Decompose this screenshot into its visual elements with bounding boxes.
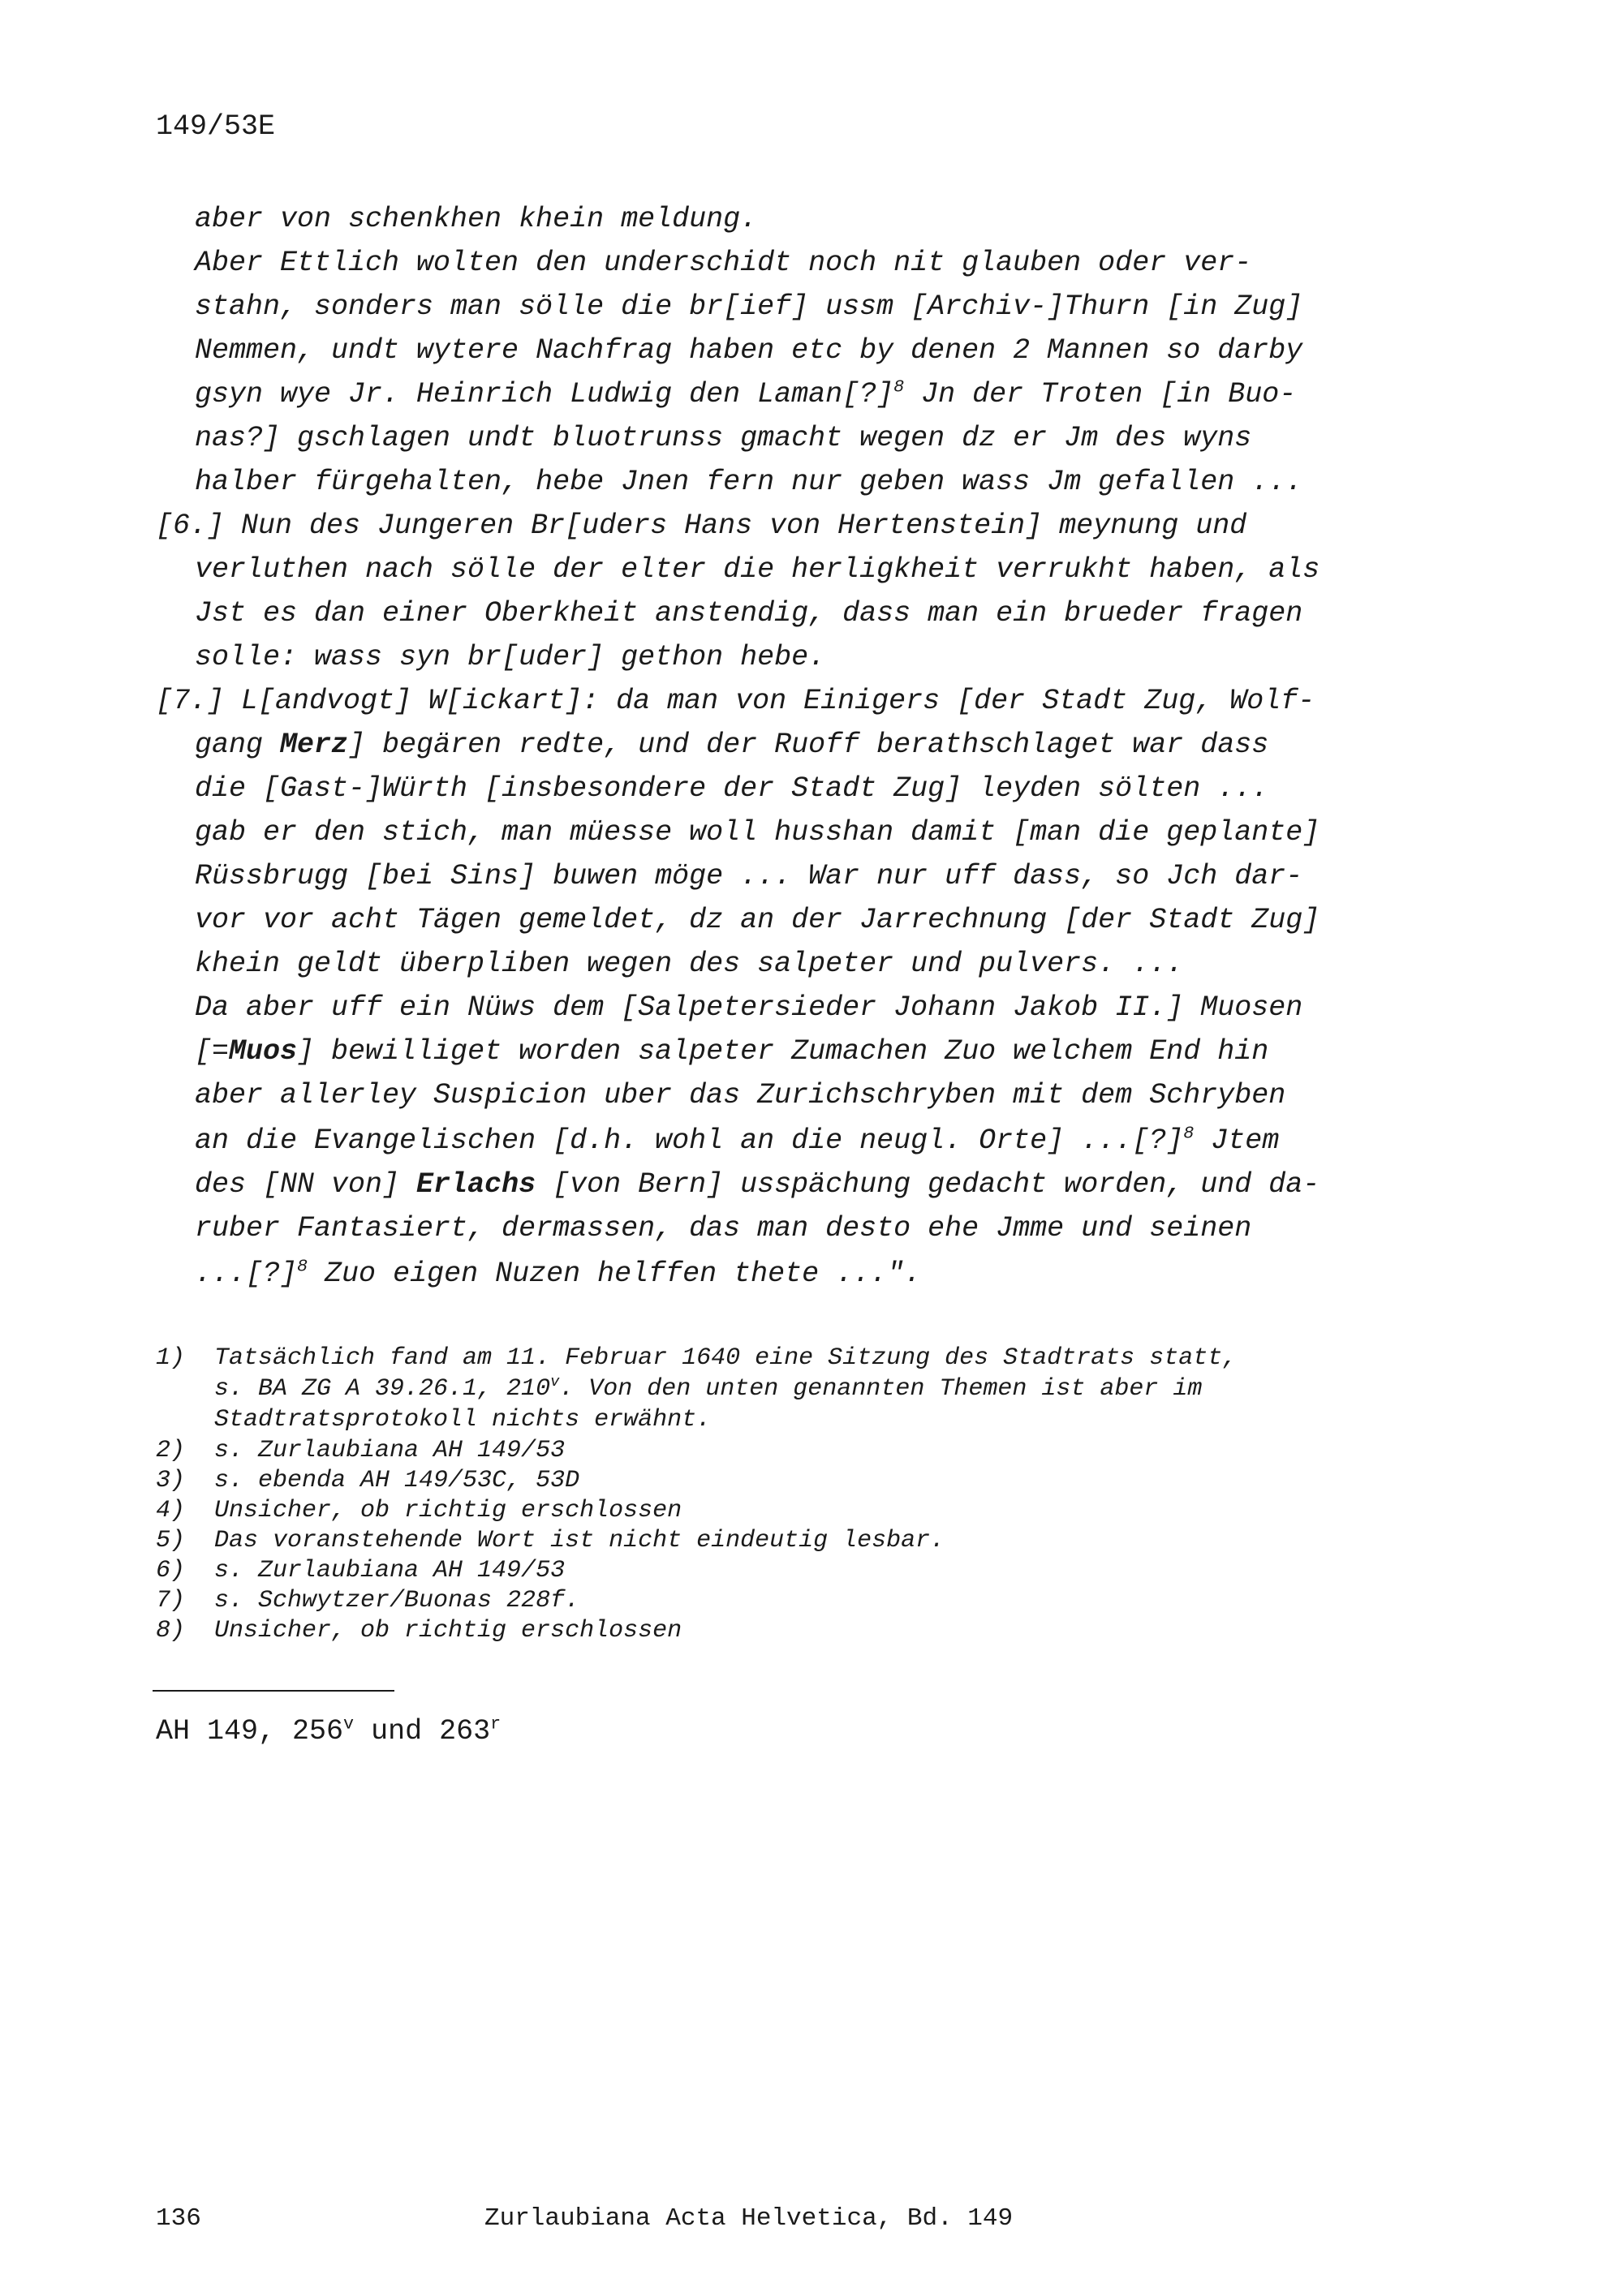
body-line: Rüssbrugg [bei Sins] buwen möge ... War nur uff dass, so Jch dar-	[195, 860, 1303, 892]
footnote-number: 5)	[156, 1527, 186, 1554]
body-line: die [Gast-]Würth [insbesondere der Stadt Zug] leyden sölten ...	[195, 772, 1269, 805]
page-number: 136	[156, 2204, 201, 2233]
body-line: Aber Ettlich wolten den underschidt noch nit glauben oder ver-	[195, 247, 1252, 279]
footnote-ref: 8	[1183, 1123, 1195, 1144]
body-text-segment: [von Bern] usspächung gedacht worden, und da-	[536, 1168, 1320, 1201]
footnote-text: s. Zurlaubiana AH 149/53	[214, 1557, 566, 1584]
running-footer-title: Zurlaubiana Acta Helvetica, Bd. 149	[484, 2204, 1014, 2233]
footnote-number: 8)	[156, 1617, 186, 1645]
body-line: vor vor acht Tägen gemeldet, dz an der Jarrechnung [der Stadt Zug]	[195, 904, 1320, 936]
footnote-text: s. ebenda AH 149/53C, 53D	[214, 1467, 580, 1494]
body-line: nas?] gschlagen undt bluotrunss gmacht wegen dz er Jm des wyns	[195, 422, 1252, 454]
page-id: 149/53E	[156, 110, 276, 143]
body-line	[195, 727, 1268, 763]
folio-sup: v	[550, 1374, 560, 1391]
folio-sup: r	[490, 1713, 502, 1735]
body-line: [7.] L[andvogt] W[ickart]: da man von Einigers [der Stadt Zug, Wolf-	[156, 685, 1315, 717]
bold-name: Merz	[280, 729, 349, 761]
footnote-text: Das voranstehende Wort ist nicht eindeutig lesbar.	[214, 1527, 945, 1554]
footnote-continuation	[214, 1374, 1202, 1404]
body-line: aber allerley Suspicion uber das Zurichschryben mit dem Schryben	[195, 1079, 1286, 1111]
body-line: stahn, sonders man sölle die br[ief] ussm [Archiv-]Thurn [in Zug]	[195, 290, 1303, 323]
footnote-item	[156, 1343, 1237, 1374]
footnote-text: s. Schwytzer/Buonas 228f.	[214, 1587, 580, 1615]
footnote-number: 3)	[156, 1467, 186, 1494]
body-line: [6.] Nun des Jungeren Br[uders Hans von Hertenstein] meynung und	[156, 510, 1247, 542]
footnote-number: 2)	[156, 1437, 186, 1464]
body-line: gab er den stich, man müesse woll husshan damit [man die geplante]	[195, 816, 1320, 849]
footnote-text: Tatsächlich fand am 11. Februar 1640 eine Sitzung des Stadtrats statt,	[214, 1344, 1238, 1372]
bold-name: Erlachs	[416, 1168, 536, 1201]
body-text-segment: Zuo eigen Nuzen helffen thete ...".	[308, 1258, 922, 1290]
footnote-number: 4)	[156, 1497, 186, 1524]
body-line: halber fürgehalten, hebe Jnen fern nur geben wass Jm gefallen ...	[195, 466, 1303, 498]
body-line: Jst es dan einer Oberkheit anstendig, dass man ein brueder fragen	[195, 597, 1303, 630]
source-text: und 263	[354, 1715, 491, 1748]
body-text-segment: ] begären redte, und der Ruoff berathschlaget war dass	[348, 729, 1269, 761]
footnote-number: 6)	[156, 1557, 186, 1584]
body-line	[195, 1034, 1268, 1069]
body-line: ruber Fantasiert, dermassen, das man desto ehe Jmme und seinen	[195, 1212, 1252, 1245]
body-line	[195, 1167, 1319, 1202]
body-text-segment: [=	[195, 1035, 230, 1068]
body-line	[195, 376, 1296, 412]
footnote-number: 7)	[156, 1587, 186, 1615]
footnote-continuation: Stadtratsprotokoll nichts erwähnt.	[214, 1406, 712, 1434]
footnote-text: Unsicher, ob richtig erschlossen	[214, 1617, 682, 1645]
body-text-segment: an die Evangelischen [d.h. wohl an die neugl. Orte] ...[?]	[195, 1124, 1184, 1157]
body-line	[195, 1123, 1279, 1159]
source-reference	[156, 1715, 501, 1748]
body-text-segment: ...[?]	[195, 1258, 298, 1290]
footnote-item	[156, 1465, 579, 1496]
footnote-item	[156, 1585, 579, 1616]
footnote-item	[156, 1615, 682, 1646]
body-text-segment: Jtem	[1194, 1124, 1280, 1157]
body-line: solle: wass syn br[uder] gethon hebe.	[195, 641, 826, 673]
body-line	[195, 1256, 921, 1292]
body-text-segment: des [NN von]	[195, 1168, 417, 1201]
footnote-text: . Von den unten genannten Themen ist aber im	[559, 1375, 1203, 1403]
footnote-item	[156, 1525, 945, 1556]
body-line: Da aber uff ein Nüws dem [Salpetersieder Johann Jakob II.] Muosen	[195, 991, 1303, 1024]
body-line: verluthen nach sölle der elter die herligkheit verrukht haben, als	[195, 553, 1320, 586]
source-text: AH 149, 256	[156, 1715, 344, 1748]
body-line: Nemmen, undt wytere Nachfrag haben etc by denen 2 Mannen so darby	[195, 334, 1303, 367]
body-text-segment: ] bewilliget worden salpeter Zumachen Zuo welchem End hin	[297, 1035, 1269, 1068]
separator-rule	[153, 1690, 394, 1692]
footnote-ref: 8	[893, 376, 905, 398]
footnote-text: s. Zurlaubiana AH 149/53	[214, 1437, 566, 1464]
footnote-number: 1)	[156, 1344, 186, 1372]
folio-sup: v	[343, 1713, 355, 1735]
footnote-text: Unsicher, ob richtig erschlossen	[214, 1497, 682, 1524]
footnote-ref: 8	[297, 1256, 308, 1277]
footnote-item	[156, 1435, 565, 1466]
body-line: khein geldt überpliben wegen des salpeter und pulvers. ...	[195, 948, 1184, 980]
footnote-text: s. BA ZG A 39.26.1, 210	[214, 1375, 551, 1403]
body-text-segment: gsyn wye Jr. Heinrich Ludwig den Laman[?]	[195, 378, 894, 411]
body-text-segment: Jn der Troten [in Buo-	[904, 378, 1297, 411]
footnote-item	[156, 1495, 682, 1526]
footnote-item	[156, 1555, 565, 1586]
bold-name: Muos	[229, 1035, 298, 1068]
body-text-segment: gang	[195, 729, 281, 761]
body-line: aber von schenkhen khein meldung.	[195, 203, 758, 235]
